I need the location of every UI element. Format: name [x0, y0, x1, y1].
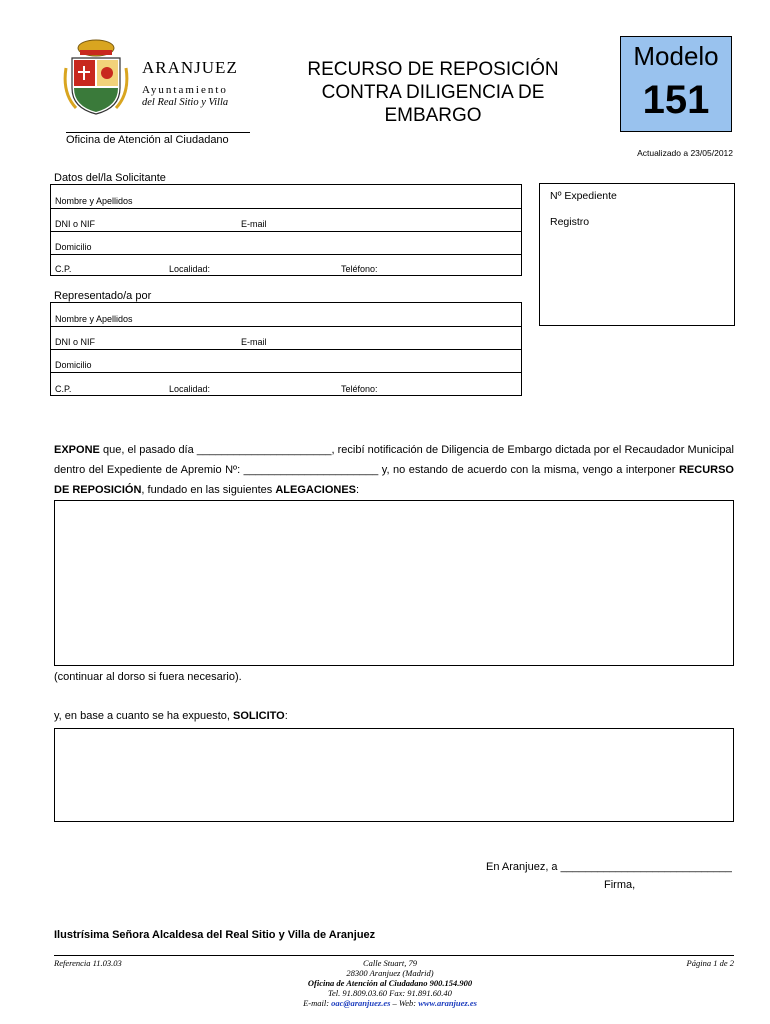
rep-domicilio-row[interactable]	[51, 349, 521, 373]
brand-subtitle: Ayuntamiento	[142, 84, 228, 96]
solicitante-title: Datos del/la Solicitante	[54, 172, 166, 184]
footer-office-phone: Oficina de Atención al Ciudadano 900.154.900	[307, 978, 473, 988]
rep-dni-row[interactable]	[51, 326, 521, 350]
domicilio-row[interactable]	[51, 231, 521, 255]
nombre-row[interactable]	[51, 185, 521, 209]
footer-address	[240, 958, 540, 1008]
email-label: E-mail	[241, 219, 267, 229]
solicito-line	[54, 710, 288, 722]
signature-place[interactable]: En Aranjuez, a ____________________________	[486, 861, 732, 873]
footer-divider	[54, 955, 734, 956]
footer-page: Página 1 de 2	[686, 958, 734, 968]
title-line-1: RECURSO DE REPOSICIÓN	[307, 59, 559, 80]
rep-cp-label: C.P.	[55, 384, 72, 394]
footer-web-label: – Web:	[390, 998, 419, 1008]
solicito-textarea[interactable]	[54, 728, 734, 822]
rep-nombre-label: Nombre y Apellidos	[55, 314, 133, 324]
alegaciones-bold: ALEGACIONES	[275, 484, 357, 496]
coat-of-arms-logo	[62, 38, 130, 118]
alegaciones-textarea[interactable]	[54, 500, 734, 666]
cp-label: C.P.	[55, 264, 72, 274]
representado-form	[50, 302, 522, 396]
expone-text-2: , fundado en las siguientes	[141, 484, 276, 496]
modelo-label: Modelo	[633, 41, 719, 71]
modelo-number: 151	[642, 78, 710, 122]
telefono-label: Teléfono:	[341, 264, 378, 274]
expediente-label: Nº Expediente	[550, 190, 617, 202]
rep-email-label: E-mail	[241, 337, 267, 347]
footer-address-2: 28300 Aranjuez (Madrid)	[346, 968, 434, 978]
rep-domicilio-label: Domicilio	[55, 360, 92, 370]
representado-title: Representado/a por	[54, 290, 152, 302]
updated-date: Actualizado a 23/05/2012	[637, 148, 733, 158]
domicilio-label: Domicilio	[55, 242, 92, 252]
brand-title: ARANJUEZ	[142, 58, 238, 77]
rep-telefono-label: Teléfono:	[341, 384, 378, 394]
registro-box	[539, 183, 735, 326]
rep-cp-row[interactable]	[51, 372, 521, 396]
dni-label: DNI o NIF	[55, 219, 96, 229]
footer-email-link[interactable]: oac@aranjuez.es	[331, 998, 391, 1008]
footer-contact	[240, 998, 540, 1008]
expone-paragraph	[54, 440, 734, 500]
expone-bold: EXPONE	[54, 444, 100, 456]
continuar-note: (continuar al dorso si fuera necesario).	[54, 671, 242, 683]
title-line-2: CONTRA DILIGENCIA DE	[321, 82, 545, 103]
rep-localidad-label: Localidad:	[169, 384, 211, 394]
registro-label: Registro	[550, 216, 590, 228]
rep-dni-label: DNI o NIF	[55, 337, 96, 347]
expone-text-3: :	[356, 484, 360, 496]
solicito-end: :	[284, 710, 288, 722]
footer-address-1: Calle Stuart, 79	[362, 958, 418, 968]
addressee: Ilustrísima Señora Alcaldesa del Real Sitio y Villa de Aranjuez	[54, 929, 376, 941]
office-label: Oficina de Atención al Ciudadano	[66, 134, 229, 146]
recurso-bold: RECURSO DE REPOSICIÓN	[54, 464, 734, 496]
solicito-text: y, en base a cuanto se ha expuesto,	[54, 710, 233, 722]
cp-row[interactable]	[51, 254, 521, 276]
dni-row[interactable]	[51, 208, 521, 232]
expone-text-1: que, el pasado día ______________________, recibí notificación de Diligencia de Embargo dictada por el Recaudador Municipal dentro del Expediente de Apremio Nº: ______________________ y, no estando de acuerdo con la misma, vengo a interponer	[54, 444, 734, 476]
footer-web-link[interactable]: www.aranjuez.es	[418, 998, 477, 1008]
nombre-label: Nombre y Apellidos	[55, 196, 133, 206]
title-line-3: EMBARGO	[384, 105, 482, 126]
office-divider	[66, 132, 250, 133]
footer-tel-fax: Tel. 91.809.03.60 Fax: 91.891.60.40	[328, 988, 452, 998]
footer-reference: Referencia 11.03.03	[54, 958, 122, 968]
brand-subtitle-2: del Real Sitio y Villa	[142, 97, 229, 108]
footer-email-label: E-mail:	[303, 998, 332, 1008]
solicito-bold: SOLICITO	[232, 710, 285, 722]
signature-firma: Firma,	[604, 879, 636, 891]
solicitante-form	[50, 184, 522, 276]
document-title	[280, 58, 586, 127]
modelo-box	[620, 36, 732, 132]
rep-nombre-row[interactable]	[51, 303, 521, 327]
localidad-label: Localidad:	[169, 264, 211, 274]
